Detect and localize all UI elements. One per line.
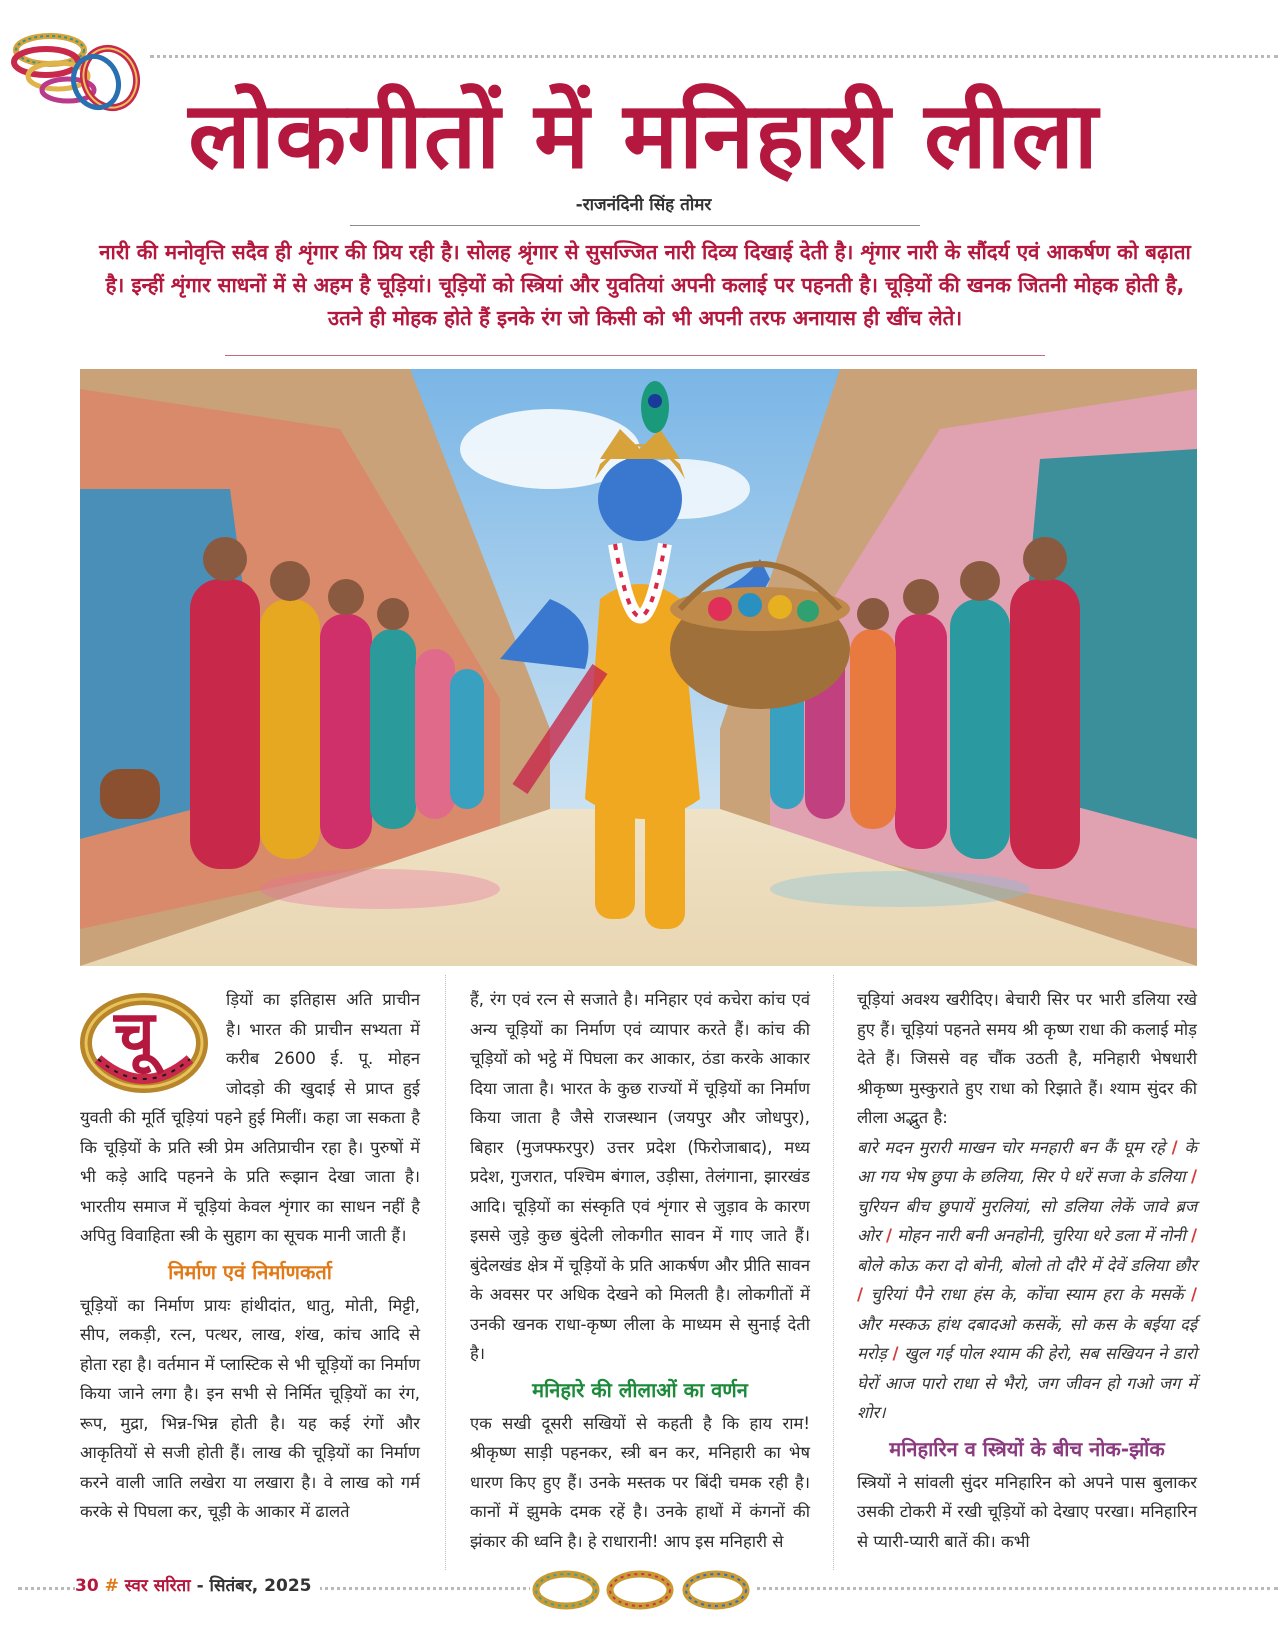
page-number: 30 xyxy=(75,1576,99,1596)
section-heading: निर्माण एवं निर्माणकर्ता xyxy=(168,1259,332,1284)
dropcap xyxy=(78,989,218,1097)
column-divider xyxy=(445,975,446,1570)
page-footer xyxy=(75,1573,320,1596)
article-column-2 xyxy=(470,985,810,1556)
verse-line: बारे मदन मुरारी माखन चोर मनहारी बन कैं घूम रहे xyxy=(857,1137,1165,1157)
verse-line: चुरियां पैने राधा हंस के, कोंचा स्याम हरा के मसकें xyxy=(870,1285,1184,1304)
verse-line: और मस्कऊ हांथ दबादओ कसकें, सो कस के बईया दई मरोड़ xyxy=(857,1314,1197,1363)
bangles-footer-icon xyxy=(530,1565,755,1615)
verse-line: के आ गय भेष छुपा के छलिया, सिर पे धरें सजा के डलिया xyxy=(857,1137,1197,1186)
section-heading: मनिहारिन व स्त्रियों के बीच नोक-झोंक xyxy=(889,1436,1165,1461)
author-byline: -राजनंदिनी सिंह तोमर xyxy=(575,195,712,215)
paragraph: हैं, रंग एवं रत्न से सजाते है। मनिहार एवं कचेरा कांच एवं अन्य चूड़ियों का निर्माण एवं व्यापार करते हैं। कांच की चूड़ियों को भट्ठे में पिघला कर आकार, ठंडा करके आकार दिया जाता है। भारत के कुछ राज्यों में चूड़ियों का निर्माण किया जाता है जैसे राजस्थान (जयपुर और जोधपुर), बिहार (मुजफ्फरपुर) उत्तर प्रदेश (फिरोजाबाद), मध्य प्रदेश, गुजरात, पश्चिम बंगाल, उड़ीसा, तेलंगाना, झारखंड आदि। चूड़ियों का संस्कृति एवं शृंगार से जुड़ाव के कारण इससे जुड़े कुछ बुंदेली लोकगीत सावन में गाए जाते हैं। बुंदेलखंड क्षेत्र में चूड़ियों के प्रति आकर्षण और प्रीति सावन के अवसर पर अधिक देखने को मिलती है। लोकगीतों में उनकी खनक राधा-कृष्ण लीला के माध्यम से सुनाई देती है। xyxy=(470,990,810,1363)
article-column-3 xyxy=(857,985,1197,1556)
paragraph: चूड़ियों का निर्माण प्रायः हांथीदांत, धातु, मोती, मिट्टी, सीप, लकड़ी, रत्न, पत्थर, लाख, शंख, कांच आदि से होता रहा है। वर्तमान में प्लास्टिक से भी चूड़ियों का निर्माण किया जाने लगा है। इन सभी से निर्मित चूड़ियों का रंग, रूप, मुद्रा, भिन्न-भिन्न होती है। यह कई रंगों और आकृतियों से सजी होती हैं। लाख की चूड़ियों का निर्माण करने वाली जाति लखेरा या लखारा है। वे लाख को गर्म करके से पिघला कर, चूड़ी के आकार में ढालते xyxy=(80,1295,420,1521)
verse-line: चुरियन बीच छुपायें मुरलियां, सो डलिया लेकें जावे ब्रज ओर xyxy=(857,1196,1197,1245)
folk-song-verse: बारे मदन मुरारी माखन चोर मनहारी बन कैं घूम रहे / के आ गय भेष छुपा के छलिया, सिर पे धरें सजा के डलिया / चुरियन बीच छुपायें मुरलियां, सो डलिया लेकें जावे ब्रज ओर / मोहन नारी बनी अनहोनी, चुरिया धरे डला में नोनी / बोले कोऊ करा दो बोनी, बोलो तो दौरे में देवें डलिया छौर / चुरियां पैने राधा हंस के, कोंचा स्याम हरा के मसकें / और मस्कऊ हांथ दबादओ कसकें, सो कस के बईया दई मरोड़ / खुल गई पोल श्याम की हेरो, सब सखियन ने डारो घेरों आज पारो राधा से भैरो, जग जीवन हो गओ जग में शोर। xyxy=(857,1137,1198,1422)
intro-rule xyxy=(225,355,1045,356)
verse-line: खुल गई पोल श्याम की हेरो, सब सखियन ने डारो घेरों आज पारो राधा से भैरो, जग जीवन हो गओ जग में शोर। xyxy=(857,1344,1198,1422)
column-divider xyxy=(833,975,834,1570)
verse-line: मोहन नारी बनी अनहोनी, चुरिया धरे डला में नोनी xyxy=(897,1226,1186,1245)
krishna-manihari-illustration xyxy=(80,369,1197,966)
article-title: लोकगीतों में मनिहारी लीला xyxy=(188,81,1099,189)
issue-date: - सितंबर, 2025 xyxy=(196,1576,312,1596)
paragraph: स्त्रियों ने सांवली सुंदर मनिहारिन को अपने पास बुलाकर उसकी टोकरी में रखी चूड़ियों को देखाए परखा। मनिहारिन से प्यारी-प्यारी बातें की। कभी xyxy=(857,1472,1197,1551)
article-intro: नारी की मनोवृत्ति सदैव ही शृंगार की प्रिय रही है। सोलह श्रृंगार से सुसज्जित नारी दिव्य दिखाई देती है। शृंगार नारी के सौंदर्य एवं आकर्षण को बढ़ाता है। इन्हीं शृंगार साधनों में से अहम है चूड़ियां। चूड़ियों को स्त्रियां और युवतियां अपनी कलाई पर पहनती है। चूड़ियों की खनक जितनी मोहक होती है, उतने ही मोहक होते हैं इनके रंग जो किसी को भी अपनी तरफ अनायास ही खींच लेते। xyxy=(99,240,1191,330)
verse-line: बोले कोऊ करा दो बोनी, बोलो तो दौरे में देवें डलिया छौर xyxy=(857,1255,1197,1275)
byline-rule xyxy=(350,225,920,226)
top-dotted-rule xyxy=(150,55,1278,58)
dropcap-letter: चू xyxy=(114,997,155,1072)
article-column-1 xyxy=(80,985,420,1527)
paragraph: एक सखी दूसरी सखियों से कहती है कि हाय राम! श्रीकृष्ण साड़ी पहनकर, स्त्री बन कर, मनिहारी का भेष धारण किए हुए हैं। उनके मस्तक पर बिंदी चमक रही है। कानों में झुमके दमक रहें है। उनके हाथों में कंगनों की झंकार की ध्वनि है। हे राधारानी! आप इस मनिहारी से xyxy=(470,1413,810,1551)
paragraph: ड़ियों का इतिहास अति प्राचीन है। भारत की प्राचीन सभ्यता में करीब 2600 ई. पू. मोहन जोदड़ो की खुदाई से प्राप्त हुई युवती की मूर्ति चूड़ियां पहने हुई मिलीं। कहा जा सकता है कि चूड़ियों के प्रति स्त्री प्रेम अतिप्राचीन रहा है। पुरुषों में भी कड़े आदि पहनने के प्रति रूझान देखा जाता है। भारतीय समाज में चूड़ियां केवल शृंगार का साधन नहीं है अपितु विवाहिता स्त्री के सुहाग का सूचक मानी जाती हैं। xyxy=(80,990,420,1245)
magazine-name: स्वर सरिता xyxy=(124,1576,191,1596)
footer-hash: # xyxy=(104,1576,119,1596)
paragraph: चूड़ियां अवश्य खरीदिए। बेचारी सिर पर भारी डलिया रखे हुए हैं। चूड़ियां पहनते समय श्री कृष्ण राधा की कलाई मोड़ देते हैं। जिससे वह चौंक उठती है, मनिहारी भेषधारी श्रीकृष्ण मुस्कुराते हुए राधा को रिझाते हैं। श्याम सुंदर की लीला अद्भुत है: xyxy=(857,990,1197,1127)
section-heading: मनिहारे की लीलाओं का वर्णन xyxy=(532,1377,748,1402)
